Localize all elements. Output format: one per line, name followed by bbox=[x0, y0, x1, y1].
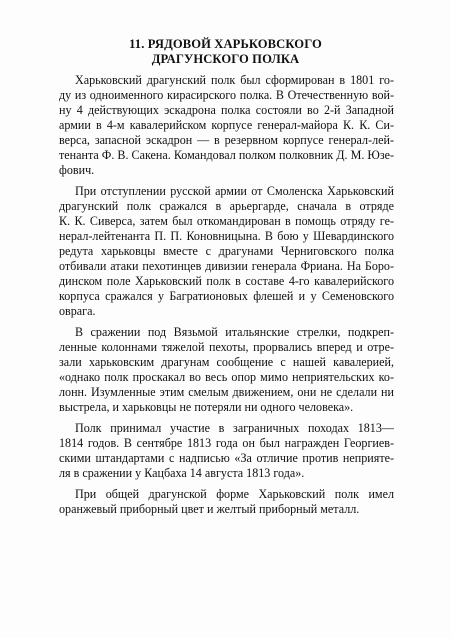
text-line: ленные колоннами тяжелой пехоты, прорвались вперед и отре- bbox=[59, 340, 394, 354]
text-line: армии в 4-м кавалерийском корпусе генерал-майора К. К. Си- bbox=[59, 118, 394, 132]
text-line: В сражении под Вязьмой итальянские стрелки, подкреп- bbox=[75, 325, 394, 339]
text-line: К. К. Сиверса, затем был откомандирован в помощь отряду ге- bbox=[59, 214, 394, 228]
text-line: ну 4 действующих эскадрона полка состояли во 2-й Западной bbox=[59, 103, 394, 117]
text-line: динском поле Харьковский полк в составе 4-го кавалерийского bbox=[59, 274, 394, 288]
paragraph bbox=[59, 421, 394, 481]
paragraph bbox=[59, 325, 394, 415]
text-line: лонн. Изумленные этим смелым движением, они не сделали ни bbox=[59, 385, 394, 399]
text-line: нерал-лейтенанта П. П. Коновницына. В бою у Шевардинского bbox=[59, 229, 394, 243]
text-line: корпуса сражался у Багратионовых флешей и у Семеновского bbox=[59, 289, 394, 303]
text-line: Харьковский драгунский полк был сформирован в 1801 го- bbox=[75, 73, 394, 87]
text-line: При общей драгунской форме Харьковский полк имел bbox=[75, 487, 394, 501]
text-line: верса, запасной эскадрон — в резервном корпусе генерал-лей- bbox=[59, 133, 394, 147]
text-line: «однако полк проскакал во весь опор мимо неприятельских ко- bbox=[59, 370, 394, 384]
text-line: зали харьковским драгунам сообщение с нашей кавалерией, bbox=[59, 355, 394, 369]
text-line: ду из одноименного кирасирского полка. В Отечественную вой- bbox=[59, 88, 394, 102]
text-line: оранжевый приборный цвет и желтый приборный металл. bbox=[59, 502, 360, 516]
text-line: При отступлении русской армии от Смоленска Харьковский bbox=[75, 184, 394, 198]
text-line: оврага. bbox=[59, 304, 96, 318]
text-line: выстрела, и харьковцы не потеряли ни одного человека». bbox=[59, 400, 354, 414]
text-line: 1814 годов. В сентябре 1813 года он был награжден Георгиев- bbox=[59, 436, 394, 450]
paragraph bbox=[59, 184, 394, 319]
text-line: отбивали атаки пехотинцев дивизии генерала Фриана. На Боро- bbox=[59, 259, 394, 273]
text-line: ля в сражении у Кацбаха 14 августа 1813 года». bbox=[59, 466, 305, 480]
text-line: Полк принимал участие в заграничных походах 1813— bbox=[75, 421, 394, 435]
text-line: скими штандартами с надписью «За отличие против неприяте- bbox=[59, 451, 394, 465]
page-title bbox=[0, 37, 451, 67]
text-line: фович. bbox=[59, 163, 95, 177]
body-text bbox=[59, 73, 394, 523]
paragraph bbox=[59, 487, 394, 517]
text-line: тенанта Ф. В. Сакена. Командовал полком полковник Д. М. Юзе- bbox=[59, 148, 394, 162]
title-line: 11. РЯДОВОЙ ХАРЬКОВСКОГО bbox=[129, 37, 322, 51]
title-line: ДРАГУНСКОГО ПОЛКА bbox=[151, 52, 300, 66]
text-line: редута харьковцы вместе с драгунами Черниговского полка bbox=[59, 244, 394, 258]
text-line: драгунский полк сражался в арьергарде, сначала в отряде bbox=[59, 199, 394, 213]
paragraph bbox=[59, 73, 394, 178]
